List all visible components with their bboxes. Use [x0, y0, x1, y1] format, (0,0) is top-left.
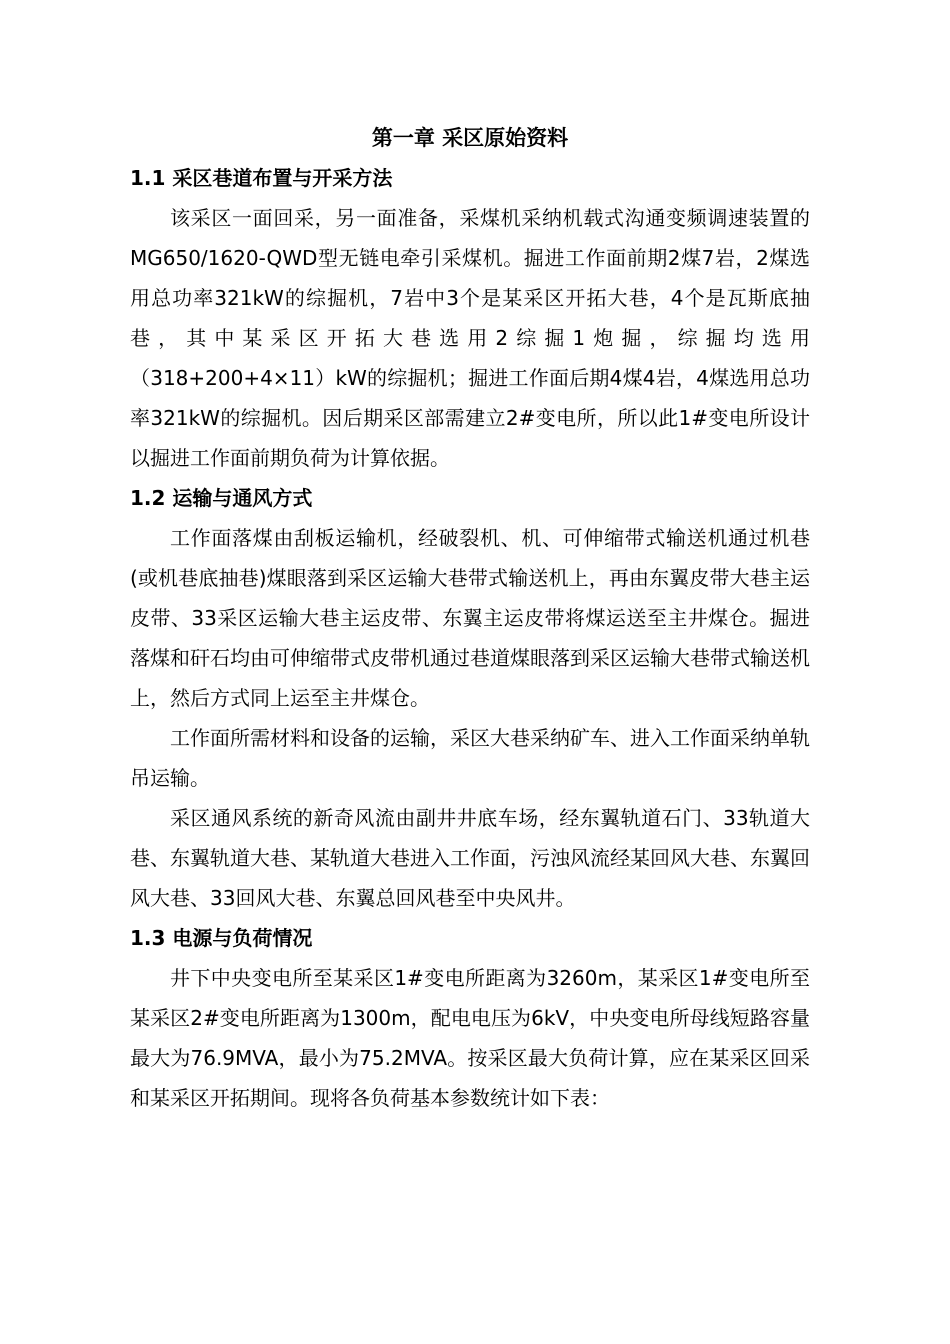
section-heading-1-3: 1.3 电源与负荷情况: [130, 926, 313, 950]
paragraph: 井下中央变电所至某采区1#变电所距离为3260m，某采区1#变电所至某采区2#变电所距离为1300m，配电电压为6kV，中央变电所母线短路容量最大为76.9MVA，最小为75.2MVA。按采区最大负荷计算，应在某采区回采和某采区开拓期间。现将各负荷基本参数统计如下表：: [130, 966, 810, 1110]
section-heading-1-1: 1.1 采区巷道布置与开采方法: [130, 166, 393, 190]
document-body: [130, 118, 810, 1118]
chapter-title: 第一章 采区原始资料: [371, 126, 569, 150]
paragraph: 工作面落煤由刮板运输机，经破裂机、机、可伸缩带式输送机通过机巷(或机巷底抽巷)煤眼落到采区运输大巷带式输送机上，再由东翼皮带大巷主运皮带、33采区运输大巷主运皮带、东翼主运皮带将煤运送至主井煤仓。掘进落煤和矸石均由可伸缩带式皮带机通过巷道煤眼落到采区运输大巷带式输送机上，然后方式同上运至主井煤仓。: [130, 526, 810, 710]
paragraph: 采区通风系统的新奇风流由副井井底车场，经东翼轨道石门、33轨道大巷、东翼轨道大巷、某轨道大巷进入工作面，污浊风流经某回风大巷、东翼回风大巷、33回风大巷、东翼总回风巷至中央风井。: [130, 806, 810, 910]
paragraph: 工作面所需材料和设备的运输，采区大巷采纳矿车、进入工作面采纳单轨吊运输。: [130, 726, 810, 790]
section-heading-1-2: 1.2 运输与通风方式: [130, 486, 313, 510]
paragraph: 该采区一面回采，另一面准备，采煤机采纳机载式沟通变频调速装置的MG650/1620-QWD型无链电牵引采煤机。掘进工作面前期2煤7岩，2煤选用总功率321kW的综掘机，7岩中3个是某采区开拓大巷，4个是瓦斯底抽巷，其中某采区开拓大巷选用2综掘1炮掘，综掘均选用（318+200+4×11）kW的综掘机；掘进工作面后期4煤4岩，4煤选用总功率321kW的综掘机。因后期采区部需建立2#变电所，所以此1#变电所设计以掘进工作面前期负荷为计算依据。: [130, 206, 810, 470]
